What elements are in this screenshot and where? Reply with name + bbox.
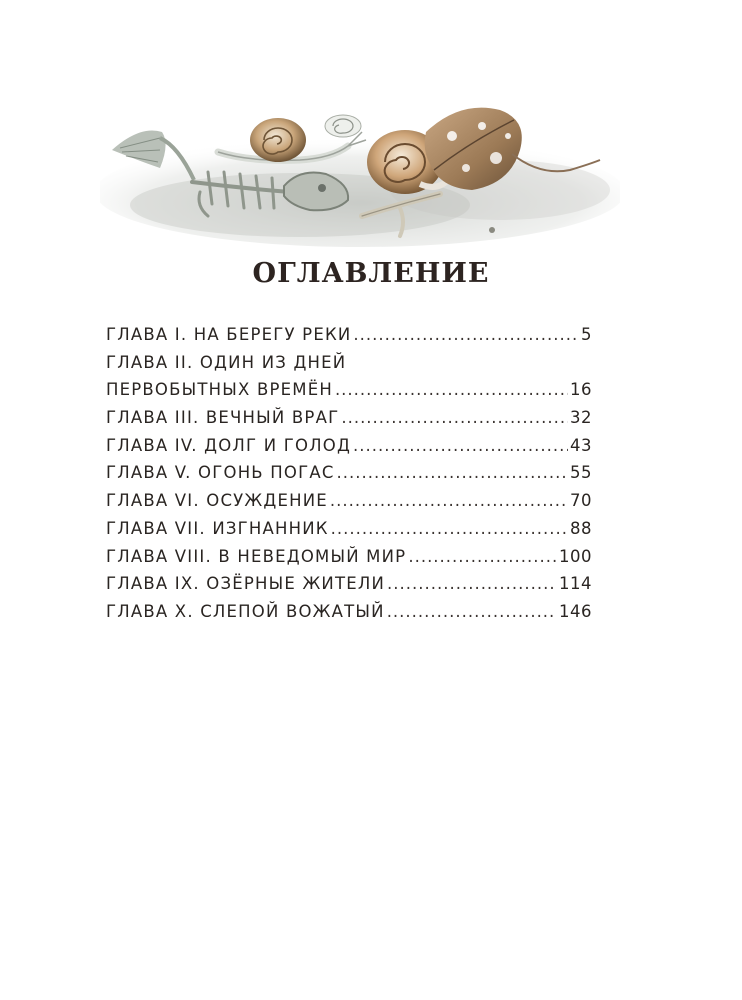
page-number: 32 <box>570 408 592 428</box>
chapter-title: ГЛАВА II. ОДИН ИЗ ДНЕЙ <box>106 352 347 372</box>
page-number: 114 <box>559 574 592 594</box>
page-number: 88 <box>570 518 592 538</box>
chapter-title: ГЛАВА V. ОГОНЬ ПОГАС <box>106 463 335 483</box>
toc-entry <box>106 570 592 598</box>
page-number: 43 <box>570 435 592 455</box>
chapter-title: ГЛАВА III. ВЕЧНЫЙ ВРАГ <box>106 408 340 428</box>
illustration-shells-and-fish-bones <box>100 80 620 250</box>
toc-entry <box>106 487 592 515</box>
toc-entry <box>106 321 592 349</box>
chapter-title: ГЛАВА VI. ОСУЖДЕНИЕ <box>106 491 328 511</box>
page-number: 70 <box>570 491 592 511</box>
toc-entry <box>106 349 592 377</box>
dot-leader <box>387 570 557 598</box>
toc-entry <box>106 404 592 432</box>
dot-leader <box>341 404 568 432</box>
dot-leader <box>353 432 568 460</box>
chapter-title: ПЕРВОБЫТНЫХ ВРЕМЁН <box>106 380 333 400</box>
page-number: 55 <box>570 463 592 483</box>
toc-entry <box>106 376 592 404</box>
page-number: 146 <box>559 601 592 621</box>
chapter-title: ГЛАВА VII. ИЗГНАННИК <box>106 518 329 538</box>
chapter-title: ГЛАВА X. СЛЕПОЙ ВОЖАТЫЙ <box>106 601 385 621</box>
page-number: 5 <box>581 325 592 344</box>
dot-leader <box>330 487 568 515</box>
chapter-title: ГЛАВА VIII. В НЕВЕДОМЫЙ МИР <box>106 546 407 566</box>
dot-leader <box>387 598 557 626</box>
snail-shell-icon <box>325 115 361 137</box>
dot-leader <box>408 543 557 571</box>
dot-leader <box>335 376 568 404</box>
chapter-title: ГЛАВА I. НА БЕРЕГУ РЕКИ <box>106 325 352 344</box>
chapter-title: ГЛАВА IX. ОЗЁРНЫЕ ЖИТЕЛИ <box>106 574 386 594</box>
dot-leader <box>353 321 579 349</box>
toc-entry <box>106 598 592 626</box>
dot-leader <box>331 515 568 543</box>
dot-leader <box>337 459 568 487</box>
page-number: 16 <box>570 380 592 400</box>
chapter-title: ГЛАВА IV. ДОЛГ И ГОЛОД <box>106 435 352 455</box>
toc-entry <box>106 543 592 571</box>
table-of-contents <box>106 321 592 626</box>
toc-entry <box>106 459 592 487</box>
toc-entry <box>106 432 592 460</box>
page-title: ОГЛАВЛЕНИЕ <box>252 258 490 289</box>
page-number: 100 <box>559 546 592 566</box>
toc-entry <box>106 515 592 543</box>
